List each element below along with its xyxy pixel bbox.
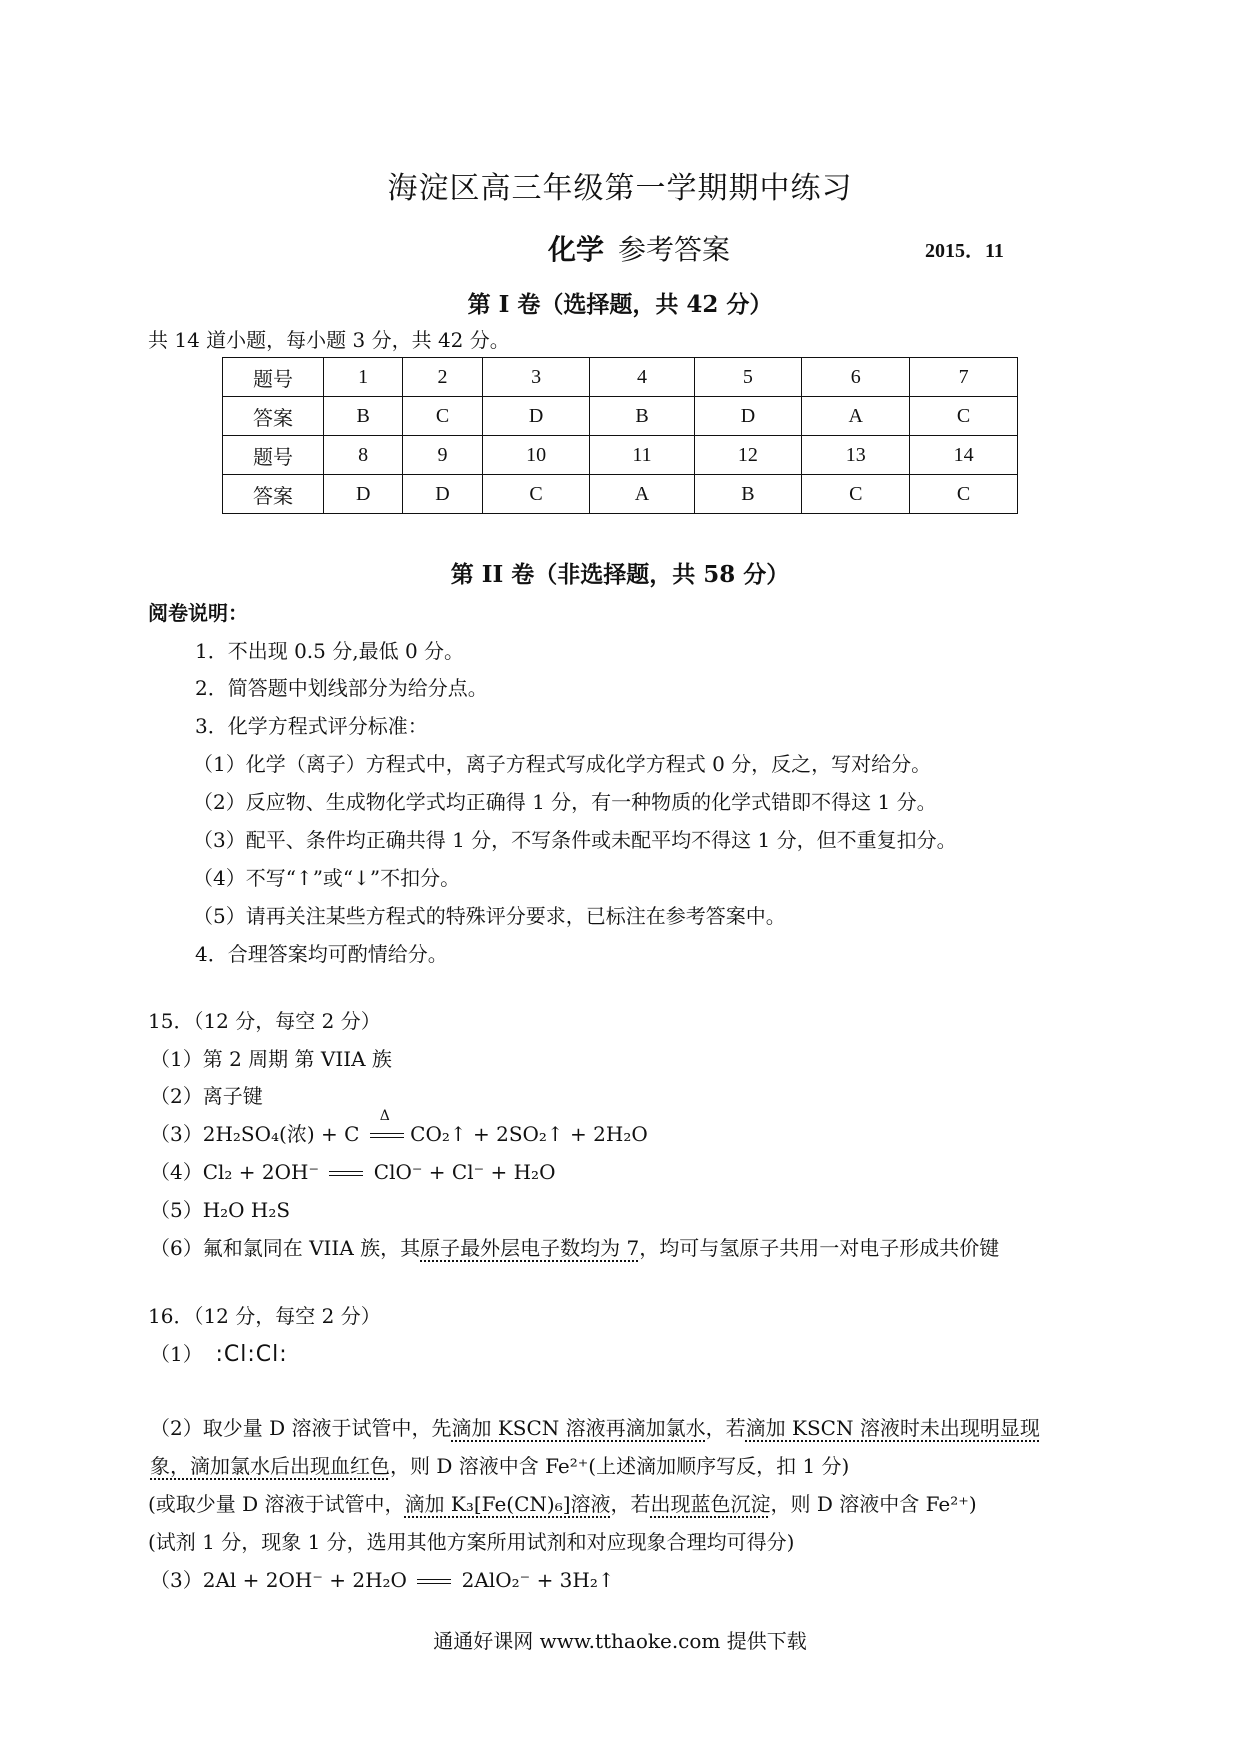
q16-answer-2-line4: (试剂 1 分，现象 1 分，选用其他方案所用试剂和对应现象合理均可得分) xyxy=(148,1530,795,1554)
q16-a2-text: （2）取少量 D 溶液于试管中，先 xyxy=(150,1416,452,1440)
q15-a6-post: ，均可与氢原子共用一对电子形成共价键 xyxy=(639,1236,1000,1260)
answer-table-cell: 10 xyxy=(482,436,590,475)
q15-a4-reactants: Cl₂ + 2OH⁻ xyxy=(202,1160,320,1184)
answer-table-cell: 2 xyxy=(403,358,482,397)
q16-a1-label: （1） xyxy=(150,1342,203,1366)
subject-name: 化学 xyxy=(548,233,605,266)
answer-table-cell: D xyxy=(324,475,403,514)
equals-sign xyxy=(329,1171,363,1176)
q16-a2-text: ，则 D 溶液中含 Fe²⁺) xyxy=(770,1492,977,1516)
q15-a3-reactants: 2H₂SO₄(浓) + C xyxy=(202,1122,360,1146)
answer-table-cell: B xyxy=(590,397,694,436)
answer-table-row xyxy=(223,358,1018,397)
q15-a3-label: （3） xyxy=(150,1122,203,1146)
q15-answer-6 xyxy=(150,1232,999,1261)
answer-table-header-cell: 题号 xyxy=(223,436,324,475)
answer-table-row xyxy=(223,397,1018,436)
q15-answer-1: （1）第 2 周期 第 VIIA 族 xyxy=(150,1047,392,1071)
answer-table-row xyxy=(223,436,1018,475)
answer-table-cell: 13 xyxy=(802,436,910,475)
note-4: 4．合理答案均可酌情给分。 xyxy=(195,942,448,966)
note-3-5: （5）请再关注某些方程式的特殊评分要求，已标注在参考答案中。 xyxy=(193,904,786,928)
note-1: 1．不出现 0.5 分,最低 0 分。 xyxy=(195,639,465,663)
q16-heading: 16．（12 分，每空 2 分） xyxy=(148,1304,381,1328)
q16-a3-reactants: 2Al + 2OH⁻ + 2H₂O xyxy=(202,1568,407,1592)
q16-a2-keypoint: 滴加 KSCN 溶液再滴加氯水 xyxy=(451,1416,706,1440)
q15-a6-keypoint: 原子最外层电子数均为 7 xyxy=(420,1236,640,1260)
answer-table-cell: B xyxy=(694,475,802,514)
q15-heading: 15．（12 分，每空 2 分） xyxy=(148,1009,381,1033)
answer-table xyxy=(222,357,1018,514)
answer-table-cell: 11 xyxy=(590,436,694,475)
note-3: 3．化学方程式评分标准： xyxy=(195,714,428,738)
answer-table-cell: C xyxy=(482,475,590,514)
footer-source: 通通好课网 www.tthaoke.com 提供下载 xyxy=(433,1629,807,1653)
answer-table-header-cell: 答案 xyxy=(223,475,324,514)
lewis-structure: :Cl:Cl: xyxy=(215,1342,288,1367)
q16-a2-text: (或取少量 D 溶液于试管中， xyxy=(148,1492,405,1516)
answer-table-cell: D xyxy=(694,397,802,436)
part2-heading: 第 II 卷（非选择题，共 58 分） xyxy=(450,561,790,588)
notes-heading: 阅卷说明： xyxy=(148,601,248,625)
q16-answer-2-line2 xyxy=(150,1450,849,1479)
answer-table-cell: B xyxy=(324,397,403,436)
answer-table-cell: 12 xyxy=(694,436,802,475)
q16-answer-1 xyxy=(150,1338,288,1367)
part1-heading: 第 I 卷（选择题，共 42 分） xyxy=(467,291,773,318)
answer-table-header-cell: 答案 xyxy=(223,397,324,436)
q15-answer-5: （5）H₂O H₂S xyxy=(150,1198,291,1222)
exam-date: 2015．11 xyxy=(925,240,1004,262)
q16-a2-keypoint: 象，滴加氯水后出现血红色 xyxy=(150,1454,390,1478)
q16-a2-keypoint: 滴加 KSCN 溶液时未出现明显现 xyxy=(745,1416,1040,1440)
answer-table-cell: 6 xyxy=(802,358,910,397)
answer-table-header-cell: 题号 xyxy=(223,358,324,397)
part1-intro: 共 14 道小题，每小题 3 分，共 42 分。 xyxy=(148,328,510,352)
q15-a4-products: ClO⁻ + Cl⁻ + H₂O xyxy=(373,1160,556,1184)
answer-table-cell: 9 xyxy=(403,436,482,475)
q15-a4-label: （4） xyxy=(150,1160,203,1184)
answer-table-cell: C xyxy=(910,397,1018,436)
q16-a2-text: ，若 xyxy=(705,1416,746,1440)
answer-table-cell: 5 xyxy=(694,358,802,397)
q16-answer-2-line3 xyxy=(148,1488,977,1517)
answer-table-cell: 4 xyxy=(590,358,694,397)
answer-table-cell: 3 xyxy=(482,358,590,397)
answer-table-cell: A xyxy=(802,397,910,436)
equals-sign xyxy=(417,1579,451,1584)
q16-a2-text: ，则 D 溶液中含 Fe²⁺(上述滴加顺序写反，扣 1 分) xyxy=(390,1454,850,1478)
q15-answer-3 xyxy=(150,1108,648,1147)
q15-a3-products: CO₂↑ + 2SO₂↑ + 2H₂O xyxy=(410,1122,648,1146)
q16-a2-keypoint: 出现蓝色沉淀 xyxy=(650,1492,771,1516)
answer-table-cell: C xyxy=(910,475,1018,514)
q16-a3-products: 2AlO₂⁻ + 3H₂↑ xyxy=(461,1568,615,1592)
answer-table-cell: 1 xyxy=(324,358,403,397)
answer-table-row xyxy=(223,475,1018,514)
answer-table-cell: D xyxy=(403,475,482,514)
q15-answer-2: （2）离子键 xyxy=(150,1084,263,1108)
q16-answer-2-line1 xyxy=(150,1412,1040,1441)
answer-table-cell: D xyxy=(482,397,590,436)
note-3-2: （2）反应物、生成物化学式均正确得 1 分，有一种物质的化学式错即不得这 1 分。 xyxy=(193,790,937,814)
answer-table-cell: 8 xyxy=(324,436,403,475)
answer-table-cell: 7 xyxy=(910,358,1018,397)
page-title: 海淀区高三年级第一学期期中练习 xyxy=(387,171,853,206)
q16-a2-keypoint: 滴加 K₃[Fe(CN)₆]溶液 xyxy=(404,1492,611,1516)
heat-condition: Δ xyxy=(379,1108,390,1124)
q16-answer-3 xyxy=(150,1564,615,1593)
note-2: 2．简答题中划线部分为给分点。 xyxy=(195,676,488,700)
subject-line xyxy=(548,228,730,268)
answer-table-cell: 14 xyxy=(910,436,1018,475)
answer-table-cell: C xyxy=(403,397,482,436)
reaction-arrow xyxy=(366,1108,404,1146)
subject-suffix: 参考答案 xyxy=(618,233,731,266)
q16-a3-label: （3） xyxy=(150,1568,203,1592)
answer-table-cell: A xyxy=(590,475,694,514)
q16-a2-text: ，若 xyxy=(610,1492,651,1516)
note-3-4: （4）不写“↑”或“↓”不扣分。 xyxy=(193,866,461,890)
note-3-1: （1）化学（离子）方程式中，离子方程式写成化学方程式 0 分，反之，写对给分。 xyxy=(193,752,932,776)
note-3-3: （3）配平、条件均正确共得 1 分，不写条件或未配平均不得这 1 分，但不重复扣分。 xyxy=(193,828,957,852)
q15-a6-pre: （6）氟和氯同在 VIIA 族，其 xyxy=(150,1236,421,1260)
answer-table-cell: C xyxy=(802,475,910,514)
q15-answer-4 xyxy=(150,1156,555,1185)
